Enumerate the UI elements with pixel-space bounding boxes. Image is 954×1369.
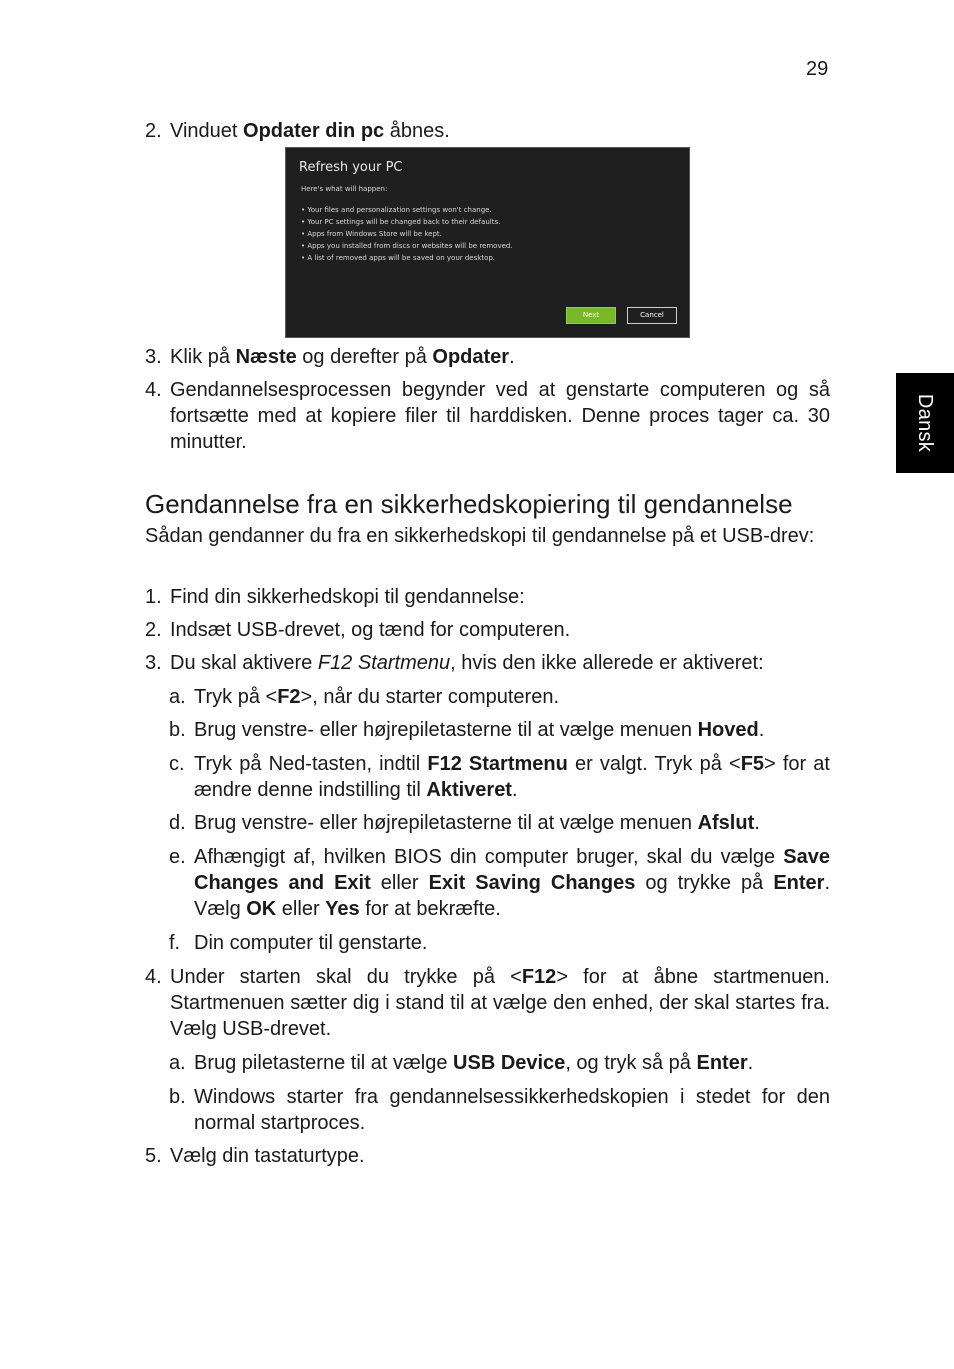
text-run: Brug piletasterne til at vælge — [194, 1052, 454, 1074]
text-run: og derefter på — [296, 346, 433, 368]
step-text — [170, 377, 830, 455]
step-number: 4. — [145, 379, 162, 401]
text-run: Windows starter fra gendannelsessikkerhedskopien i stedet for den normal startproces. — [194, 1086, 830, 1134]
text-run: og trykke på — [635, 872, 774, 894]
step-text — [170, 1143, 830, 1169]
italic-text: F12 Startmenu — [317, 652, 451, 674]
bold-text: Save Changes and Exit — [194, 846, 830, 894]
step-number: 5. — [145, 1145, 162, 1167]
bold-text: F12 — [521, 966, 557, 988]
text-run: . — [754, 812, 760, 834]
bullet-item: • Your files and personalization settings won't change. — [301, 206, 492, 214]
substep-letter: c. — [169, 753, 185, 775]
substep-text — [194, 717, 830, 743]
substep-item — [169, 844, 830, 922]
text-run: eller — [370, 872, 429, 894]
page-number: 29 — [806, 58, 829, 80]
text-run: Vinduet — [170, 120, 244, 142]
step-item — [145, 617, 830, 643]
step-number: 3. — [145, 652, 162, 674]
bold-text: Enter — [696, 1052, 748, 1074]
section-intro: Sådan gendanner du fra en sikkerhedskopi til gendannelse på et USB-drev: — [145, 525, 815, 547]
cancel-button[interactable]: Cancel — [627, 307, 677, 324]
bold-text: F2 — [277, 686, 301, 708]
text-run: Din computer til genstarte. — [194, 932, 428, 954]
language-tab-label: Dansk — [914, 393, 936, 453]
text-run: for at bekræfte. — [359, 898, 501, 920]
text-run: Gendannelsesprocessen begynder ved at genstarte computeren og så fortsætte med at kopiere filer til harddisken. Denne proces tager ca. 30 minutter. — [170, 379, 830, 453]
step-text — [170, 964, 830, 1042]
text-run: er valgt. Tryk på < — [567, 753, 741, 775]
substep-item — [169, 1050, 830, 1076]
text-run: Under starten skal du trykke på < — [170, 966, 522, 988]
section-heading: Gendannelse fra en sikkerhedskopiering til gendannelse — [145, 489, 793, 519]
text-run: , og tryk så på — [565, 1052, 697, 1074]
substep-item — [169, 684, 830, 710]
substep-item — [169, 930, 830, 956]
bold-text: OK — [246, 898, 277, 920]
bold-text: F12 Startmenu — [427, 753, 568, 775]
substep-item — [169, 1084, 830, 1136]
substep-item — [169, 810, 830, 836]
step-item — [145, 964, 830, 1042]
text-run: . — [511, 779, 518, 801]
next-button[interactable]: Next — [566, 307, 616, 324]
text-run: Afhængigt af, hvilken BIOS din computer bruger, skal du vælge — [194, 846, 784, 868]
bullet-item: • Your PC settings will be changed back to their defaults. — [301, 218, 501, 226]
refresh-pc-screenshot — [285, 147, 690, 338]
text-run: Klik på — [170, 346, 236, 368]
text-run: , hvis den ikke allerede er aktiveret: — [450, 652, 764, 674]
bold-text: Afslut — [697, 812, 755, 834]
step-item — [145, 650, 830, 676]
bold-text: Exit Saving Changes — [428, 872, 636, 894]
text-run: Tryk på Ned-tasten, indtil — [194, 753, 428, 775]
text-run: . — [509, 346, 515, 368]
text-run: Du skal aktivere — [170, 652, 318, 674]
text-run: . Vælg — [194, 872, 830, 920]
substep-letter: f. — [169, 932, 181, 954]
text-run: . — [758, 719, 765, 741]
bold-text: Opdater din pc — [243, 120, 385, 142]
text-run: eller — [276, 898, 326, 920]
substep-letter: d. — [169, 812, 186, 834]
substep-item — [169, 717, 830, 743]
text-run: > for at ændre denne indstilling til — [194, 753, 830, 801]
substep-text — [194, 930, 830, 956]
substep-letter: a. — [169, 1052, 186, 1074]
step-number: 2. — [145, 619, 162, 641]
substep-text — [194, 684, 830, 710]
bold-text: Enter — [773, 872, 825, 894]
bullet-item: • A list of removed apps will be saved on your desktop. — [301, 254, 496, 262]
text-run: Tryk på < — [194, 686, 278, 708]
text-run: Indsæt USB-drevet, og tænd for computeren. — [170, 619, 571, 641]
text-run: Brug venstre- eller højrepiletasterne til at vælge menuen — [194, 719, 698, 741]
substep-letter: a. — [169, 686, 186, 708]
substep-text — [194, 1084, 830, 1136]
step-text — [170, 650, 830, 676]
step-text — [170, 344, 830, 370]
substep-item — [169, 751, 830, 803]
step-item — [145, 377, 830, 455]
bold-text: Næste — [235, 346, 297, 368]
step-number: 4. — [145, 966, 162, 988]
text-run: Brug venstre- eller højrepiletasterne til at vælge menuen — [194, 812, 698, 834]
step-text — [170, 118, 830, 144]
bold-text: Aktiveret — [426, 779, 512, 801]
step-text — [170, 617, 830, 643]
step-text — [170, 584, 830, 610]
text-run: . — [747, 1052, 754, 1074]
text-run: Find din sikkerhedskopi til gendannelse: — [170, 586, 525, 608]
bold-text: Yes — [325, 898, 360, 920]
step-item — [145, 118, 830, 144]
bold-text: F5 — [740, 753, 765, 775]
language-tab — [896, 373, 954, 473]
substep-letter: b. — [169, 719, 186, 741]
bullet-item: • Apps you installed from discs or websites will be removed. — [301, 242, 513, 250]
bullet-item: • Apps from Windows Store will be kept. — [301, 230, 442, 238]
substep-text — [194, 751, 830, 803]
step-item — [145, 1143, 830, 1169]
step-number: 3. — [145, 346, 162, 368]
refresh-pc-bullets — [301, 204, 513, 264]
step-item — [145, 584, 830, 610]
step-number: 1. — [145, 586, 162, 608]
bold-text: Hoved — [697, 719, 759, 741]
bold-text: USB Device — [453, 1052, 566, 1074]
step-item — [145, 344, 830, 370]
text-run: åbnes. — [384, 120, 450, 142]
text-run: Vælg din tastaturtype. — [170, 1145, 365, 1167]
refresh-pc-subtitle: Here's what will happen: — [301, 185, 388, 193]
substep-text — [194, 844, 830, 922]
substep-letter: e. — [169, 846, 186, 868]
substep-text — [194, 810, 830, 836]
bold-text: Opdater — [432, 346, 510, 368]
substep-text — [194, 1050, 830, 1076]
text-run: >, når du starter computeren. — [300, 686, 559, 708]
refresh-pc-title: Refresh your PC — [299, 160, 403, 175]
step-number: 2. — [145, 120, 162, 142]
substep-letter: b. — [169, 1086, 186, 1108]
text-run: > for at åbne startmenuen. Startmenuen sætter dig i stand til at vælge den enhed, der skal startes fra. Vælg USB-drevet. — [170, 966, 830, 1040]
